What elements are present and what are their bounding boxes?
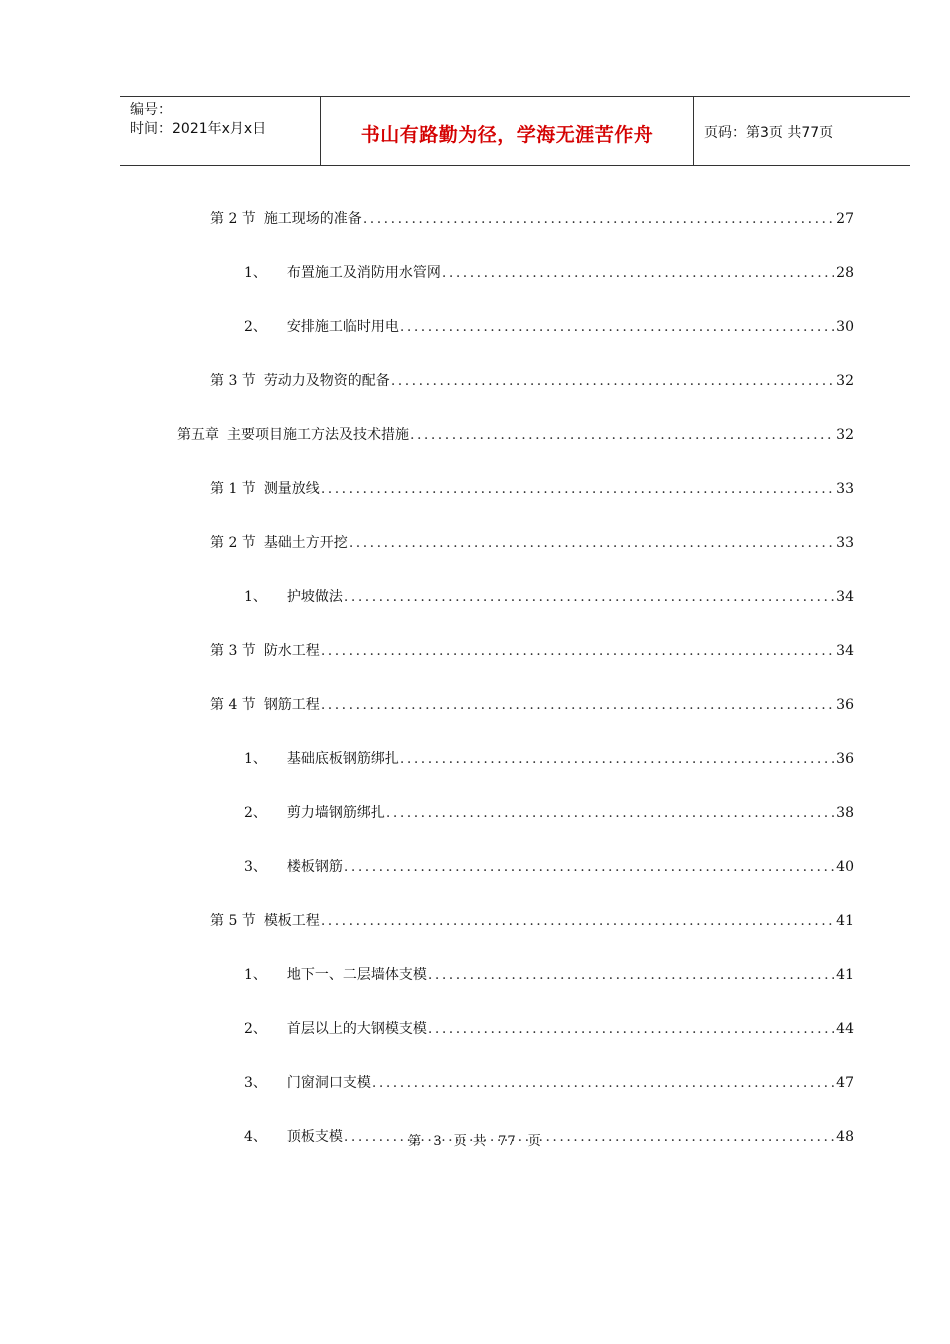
page-header — [120, 96, 910, 166]
toc-entry-page: 33 — [836, 535, 854, 551]
toc-entry-number: 1、 — [244, 967, 267, 983]
toc-entry-page: 27 — [836, 211, 854, 227]
toc-entry-title: 门窗洞口支模 — [286, 1075, 371, 1091]
toc-entry — [210, 208, 854, 230]
toc-entry-title: 模板工程 — [263, 913, 320, 929]
toc-dot-leader — [363, 211, 834, 227]
toc-entry-number: 第五章 — [177, 427, 219, 443]
toc-dot-leader — [321, 643, 834, 659]
toc-entry — [210, 640, 854, 662]
header-page-label: 页码：第3页 共77页 — [704, 125, 834, 141]
toc-entry — [244, 1072, 854, 1094]
toc-entry-page: 34 — [836, 589, 854, 605]
toc-entry-number: 第 2 节 — [210, 535, 256, 551]
toc-dot-leader — [386, 805, 834, 821]
toc-entry-title: 主要项目施工方法及技术措施 — [227, 427, 409, 443]
toc-entry-number: 4、 — [244, 1129, 267, 1145]
toc-entry — [244, 856, 854, 878]
toc-entry-title: 测量放线 — [263, 481, 320, 497]
toc-entry — [244, 586, 854, 608]
toc-entry — [210, 694, 854, 716]
toc-entry-number: 2、 — [244, 1021, 267, 1037]
footer-mid: 页 共 — [453, 1134, 487, 1149]
toc-entry-title: 顶板支模 — [286, 1129, 343, 1145]
toc-entry-number: 3、 — [244, 859, 267, 875]
toc-entry-page: 47 — [836, 1075, 854, 1091]
toc-entry-title: 基础底板钢筋绑扎 — [286, 751, 399, 767]
toc-entry-number: 2、 — [244, 319, 267, 335]
toc-entry-page: 33 — [836, 481, 854, 497]
header-motto-cell — [321, 97, 694, 165]
toc-entry-number: 第 4 节 — [210, 697, 256, 713]
toc-entry-title: 钢筋工程 — [263, 697, 320, 713]
toc-entry-number: 第 3 节 — [210, 373, 256, 389]
toc-entry-number: 第 5 节 — [210, 913, 256, 929]
toc-dot-leader — [344, 859, 834, 875]
toc-entry-number: 2、 — [244, 805, 267, 821]
toc-entry-title: 防水工程 — [263, 643, 320, 659]
toc-entry-page: 28 — [836, 265, 854, 281]
toc-dot-leader — [344, 589, 834, 605]
toc-entry-page: 36 — [836, 751, 854, 767]
toc-entry-page: 30 — [836, 319, 854, 335]
document-time-label: 时间：2021年x月x日 — [130, 121, 267, 137]
toc-entry-title: 护坡做法 — [286, 589, 343, 605]
toc-entry — [244, 262, 854, 284]
toc-dot-leader — [428, 1021, 834, 1037]
toc-dot-leader — [442, 265, 834, 281]
toc-entry — [244, 316, 854, 338]
toc-entry-page: 34 — [836, 643, 854, 659]
toc-entry — [244, 748, 854, 770]
toc-entry-page: 48 — [836, 1129, 854, 1145]
toc-entry-title: 安排施工临时用电 — [286, 319, 399, 335]
toc-entry — [244, 802, 854, 824]
header-page-cell — [694, 97, 910, 165]
toc-entry-number: 3、 — [244, 1075, 267, 1091]
header-meta-cell — [120, 97, 321, 165]
toc-entry — [210, 478, 854, 500]
toc-dot-leader — [410, 427, 834, 443]
toc-entry-title: 首层以上的大钢模支模 — [286, 1021, 427, 1037]
toc-entry-page: 32 — [836, 373, 854, 389]
toc-dot-leader — [428, 967, 834, 983]
document-number-label: 编号： — [130, 102, 172, 118]
toc-entry — [244, 1018, 854, 1040]
footer-current-page: 3 — [433, 1134, 443, 1149]
toc-entry-number: 第 1 节 — [210, 481, 256, 497]
toc-entry — [177, 424, 854, 446]
toc-entry-number: 1、 — [244, 589, 267, 605]
toc-dot-leader — [391, 373, 834, 389]
toc-entry — [210, 910, 854, 932]
footer-suffix: 页 — [527, 1134, 542, 1149]
toc-entry-title: 剪力墙钢筋绑扎 — [286, 805, 385, 821]
toc-entry-page: 44 — [836, 1021, 854, 1037]
toc-entry-page: 40 — [836, 859, 854, 875]
toc-entry-title: 楼板钢筋 — [286, 859, 343, 875]
toc-entry — [244, 964, 854, 986]
footer-total-pages: 77 — [498, 1134, 517, 1149]
header-motto: 书山有路勤为径，学海无涯苦作舟 — [360, 124, 654, 146]
toc-entry-page: 32 — [836, 427, 854, 443]
toc-dot-leader — [321, 697, 834, 713]
toc-entry — [210, 532, 854, 554]
footer-prefix: 第 — [408, 1134, 423, 1149]
toc-dot-leader — [400, 319, 834, 335]
toc-entry-title: 地下一、二层墙体支模 — [286, 967, 427, 983]
toc-dot-leader — [321, 481, 834, 497]
toc-dot-leader — [349, 535, 834, 551]
toc-dot-leader — [372, 1075, 834, 1091]
toc-entry-title: 布置施工及消防用水管网 — [286, 265, 441, 281]
toc-entry-title: 基础土方开挖 — [263, 535, 348, 551]
toc-entry-number: 1、 — [244, 751, 267, 767]
toc-entry-page: 36 — [836, 697, 854, 713]
toc-dot-leader — [400, 751, 834, 767]
page-footer — [0, 1130, 950, 1149]
toc-entry-number: 第 3 节 — [210, 643, 256, 659]
toc-dot-leader — [321, 913, 834, 929]
toc-entry-page: 41 — [836, 967, 854, 983]
toc-entry-title: 施工现场的准备 — [263, 211, 362, 227]
toc-entry-number: 1、 — [244, 265, 267, 281]
toc-entry-page: 38 — [836, 805, 854, 821]
toc-entry — [210, 370, 854, 392]
toc-entry-page: 41 — [836, 913, 854, 929]
toc-entry-number: 第 2 节 — [210, 211, 256, 227]
toc-entry-title: 劳动力及物资的配备 — [263, 373, 390, 389]
